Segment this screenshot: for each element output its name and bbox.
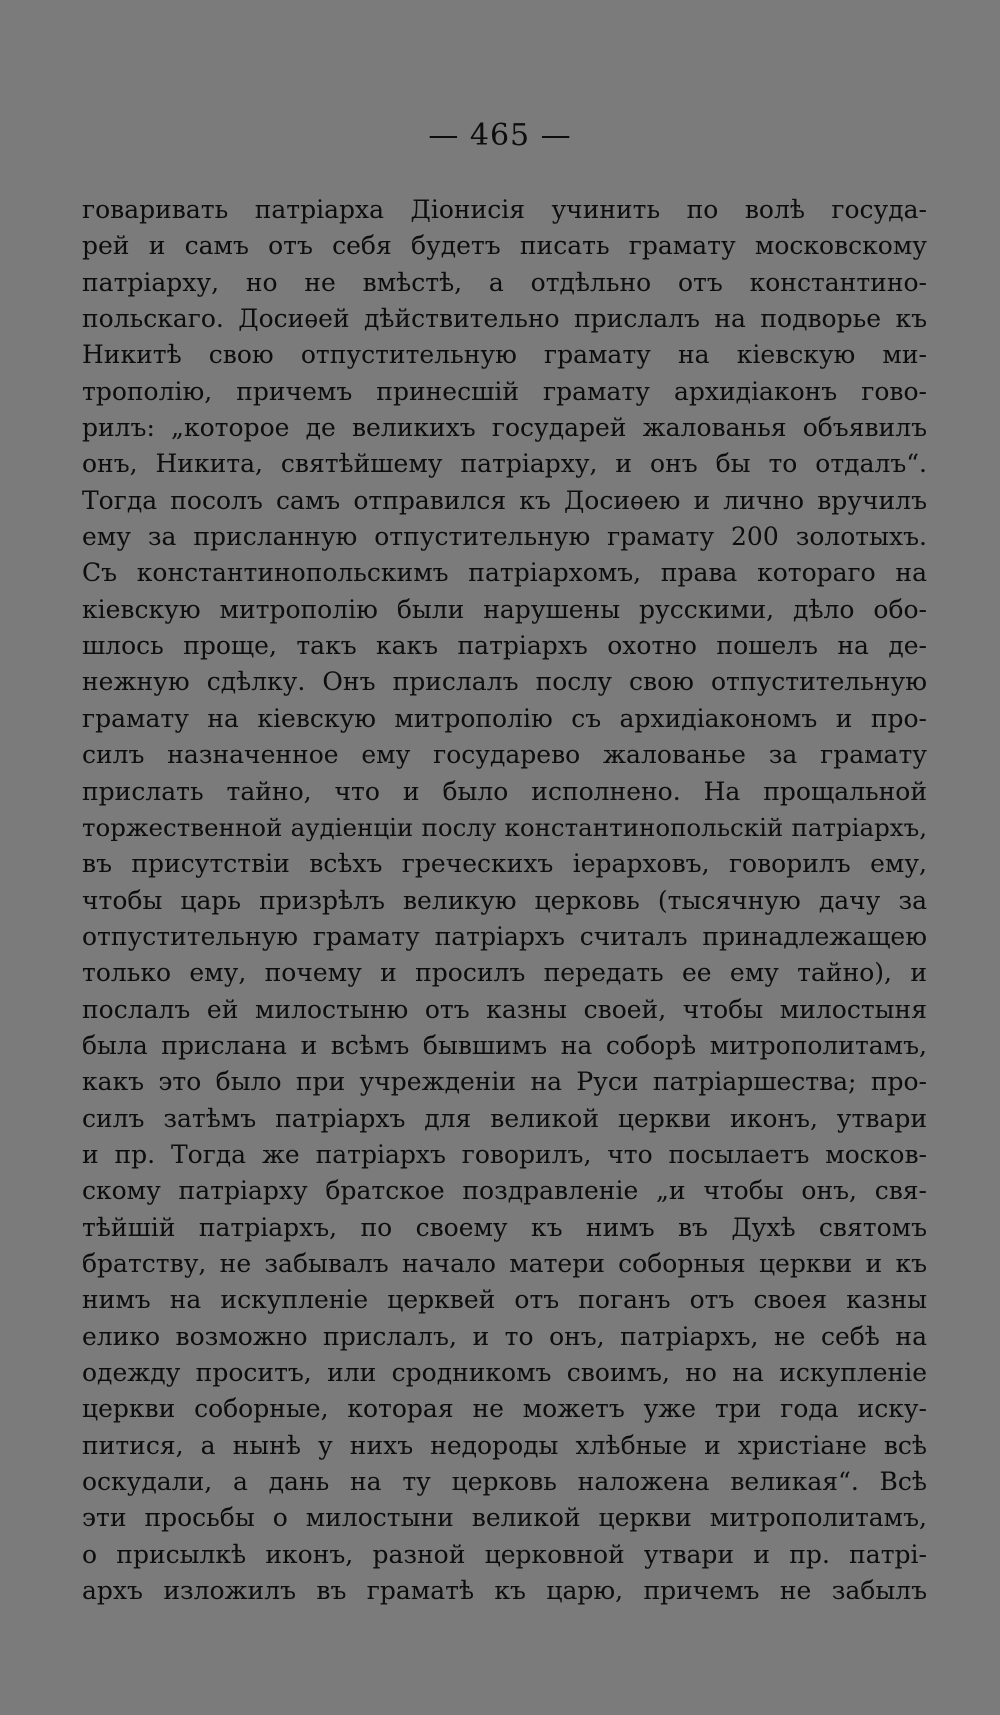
- text-line: послалъ ей милостыню отъ казны своей, чтобы милостыня: [82, 994, 927, 1024]
- text-line: о присылкѣ иконъ, разной церковной утвари и пр. патрі-: [82, 1539, 927, 1569]
- text-line: силъ затѣмъ патріархъ для великой церкви иконъ, утвари: [82, 1103, 927, 1133]
- text-line: кіевскую митрополію были нарушены русскими, дѣло обо-: [82, 594, 927, 624]
- text-line: нимъ на искупленіе церквей отъ поганъ отъ своея казны: [82, 1285, 927, 1315]
- text-line: говаривать патріарха Діонисія учинить по волѣ госуда-: [82, 195, 927, 224]
- text-line: и пр. Тогда же патріархъ говорилъ, что посылаетъ москов-: [82, 1139, 927, 1169]
- text-line: патріарху, но не вмѣстѣ, а отдѣльно отъ константино-: [82, 267, 927, 297]
- text-line: какъ это было при учрежденіи на Руси патріаршества; про-: [82, 1067, 927, 1097]
- text-line: только ему, почему и просилъ передать ее ему тайно), и: [82, 958, 927, 988]
- text-line: трополію, причемъ принесшій грамату архидіаконъ гово-: [82, 376, 927, 406]
- text-line: скому патріарху братское поздравленіе „и чтобы онъ, свя-: [82, 1176, 927, 1206]
- text-line: отпустительную грамату патріархъ считалъ принадлежащею: [82, 921, 927, 951]
- text-line: Тогда посолъ самъ отправился къ Досиѳею и лично вручилъ: [82, 485, 927, 515]
- text-line: въ присутствіи всѣхъ греческихъ іерарховъ, говорилъ ему,: [82, 849, 927, 879]
- text-line: была прислана и всѣмъ бывшимъ на соборѣ митрополитамъ,: [82, 1030, 927, 1060]
- text-line: Съ константинопольскимъ патріархомъ, права котораго на: [82, 558, 927, 588]
- text-line: эти просьбы о милостыни великой церкви митрополитамъ,: [82, 1503, 927, 1533]
- text-line: оскудали, а дань на ту церковь наложена великая“. Всѣ: [82, 1467, 927, 1497]
- text-line: онъ, Никита, святѣйшему патріарху, и онъ бы то отдалъ“.: [82, 449, 927, 479]
- page-number: — 465 —: [428, 118, 572, 153]
- text-line: торжественной аудіенціи послу константинопольскій патріархъ,: [82, 812, 927, 842]
- text-line: елико возможно прислалъ, и то онъ, патріархъ, не себѣ на: [82, 1321, 927, 1351]
- text-line: грамату на кіевскую митрополію съ архидіакономъ и про-: [82, 703, 927, 733]
- text-line: рей и самъ отъ себя будетъ писать грамату московскому: [82, 231, 927, 261]
- text-line: архъ изложилъ въ граматѣ къ царю, причемъ не забылъ: [82, 1576, 927, 1606]
- text-line: Никитѣ свою отпустительную грамату на кіевскую ми-: [82, 340, 927, 370]
- text-line: польскаго. Досиѳей дѣйствительно прислалъ на подворье къ: [82, 304, 927, 334]
- text-line: тѣйшій патріархъ, по своему къ нимъ въ Духѣ святомъ: [82, 1212, 927, 1242]
- text-line: церкви соборные, которая не можетъ уже три года иску-: [82, 1394, 927, 1424]
- body-text: [82, 192, 927, 1609]
- text-line: прислать тайно, что и было исполнено. На прощальной: [82, 776, 927, 806]
- text-line: рилъ: „которое де великихъ государей жалованья объявилъ: [82, 413, 927, 443]
- text-line: шлось проще, такъ какъ патріархъ охотно пошелъ на де-: [82, 631, 927, 661]
- text-line: ему за присланную отпустительную грамату 200 золотыхъ.: [82, 522, 927, 552]
- text-line: чтобы царь призрѣлъ великую церковь (тысячную дачу за: [82, 885, 927, 915]
- text-line: питися, а нынѣ у нихъ недороды хлѣбные и христіане всѣ: [82, 1430, 927, 1460]
- text-line: силъ назначенное ему государево жалованье за грамату: [82, 740, 927, 770]
- text-line: нежную сдѣлку. Онъ прислалъ послу свою отпустительную: [82, 667, 927, 697]
- text-line: братству, не забывалъ начало матери соборныя церкви и къ: [82, 1248, 927, 1278]
- text-line: одежду проситъ, или сродникомъ своимъ, но на искупленіе: [82, 1358, 927, 1387]
